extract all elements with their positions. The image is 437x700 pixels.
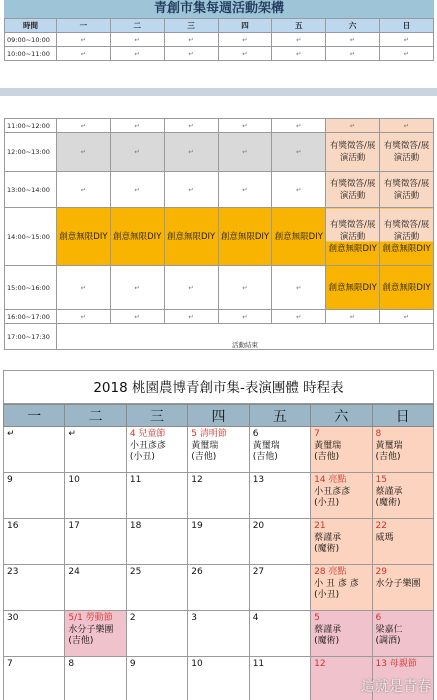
schedule-cell: ↵ [218, 47, 272, 61]
event-diy-label: 創意無限DIY [382, 282, 431, 293]
performer-label: (魔術) [375, 498, 401, 508]
schedule-cell [380, 208, 434, 266]
calendar-day [126, 611, 187, 657]
calendar-day [4, 473, 65, 519]
schedule-cell: ↵ [218, 33, 272, 47]
calendar-day [65, 427, 126, 473]
schedule-cell: ↵ [164, 266, 218, 310]
day-label: 13 [252, 475, 265, 485]
day-label: 14 亮點 [314, 475, 347, 485]
day-label: 15 [375, 475, 387, 485]
event-block [328, 282, 377, 294]
day-label: 17 [68, 521, 80, 531]
performer-label: (吉他) [375, 452, 401, 462]
event-block [113, 231, 162, 243]
schedule-cell [380, 172, 434, 208]
time-row [5, 47, 434, 61]
performer-label: (吉他) [68, 636, 94, 646]
event-block [328, 140, 377, 164]
performer-label: 小丑彥彥 [314, 486, 351, 497]
calendar-day [249, 565, 310, 611]
schedule-cell: ↵ [110, 266, 164, 310]
watermark: 這就是青春 [361, 679, 431, 695]
schedule-cell: ↵ [110, 172, 164, 208]
day-label: 8 [68, 659, 75, 669]
event-diy-label: 創意無限DIY [274, 231, 323, 242]
performer-label: (魔術) [314, 544, 340, 554]
day-label: 5 [314, 613, 320, 623]
calendar-day [311, 611, 372, 657]
day-label: 23 [7, 567, 19, 577]
day-label: 6 [375, 613, 382, 623]
calendar-day [4, 565, 65, 611]
performer-label: 蔡謹承 [375, 486, 403, 497]
calendar-day [188, 519, 249, 565]
schedule-cell: ↵ [110, 119, 164, 133]
schedule-cell: ↵ [380, 310, 434, 324]
time-cell: 12:00~13:00 [5, 133, 57, 172]
day-label: 27 [252, 567, 265, 577]
schedule-cell: ↵ [57, 33, 111, 47]
event-diy-label: 創意無限DIY [328, 243, 377, 254]
event-diy-label: 創意無限DIY [113, 231, 162, 242]
schedule-cell: ↵ [272, 119, 326, 133]
calendar-day [249, 657, 310, 700]
event-block [380, 219, 433, 255]
time-row [5, 324, 434, 350]
schedule-cell [164, 208, 218, 266]
performer-label: (調酒) [375, 636, 401, 646]
day-label: 4 兒童節 [129, 429, 166, 439]
calendar-day [372, 611, 433, 657]
day-label: 9 [129, 659, 136, 669]
schedule-cell: ↵ [110, 47, 164, 61]
calendar-day [311, 427, 372, 473]
performer-label: 威瑪 [375, 532, 394, 543]
event-block [326, 219, 379, 255]
schedule-cell: ↵ [57, 133, 111, 172]
schedule-cell [380, 266, 434, 310]
time-cell: 15:00~16:00 [5, 266, 57, 310]
time-cell: 11:00~12:00 [5, 119, 57, 133]
weekday-header: 五 [272, 19, 326, 33]
time-cell: 17:00~17:30 [5, 324, 57, 350]
time-cell: 09:00~10:00 [5, 33, 57, 47]
calendar-day [249, 427, 310, 473]
schedule-cell: ↵ [380, 47, 434, 61]
day-label: 11 [129, 475, 142, 485]
calendar-day [126, 565, 187, 611]
weekday-header: 四 [188, 405, 249, 427]
day-label: 12 [314, 659, 326, 669]
schedule-cell: ↵ [110, 33, 164, 47]
calendar-day [311, 519, 372, 565]
performer-label: (魔術) [314, 636, 340, 646]
schedule-cell: ↵ [272, 47, 326, 61]
calendar-week [4, 611, 434, 657]
weekday-header: 六 [326, 19, 380, 33]
calendar-day [65, 473, 126, 519]
performer-label: (吉他) [191, 452, 217, 462]
schedule-cell [326, 208, 380, 266]
day-label: 7 [7, 659, 13, 669]
day-label: 7 [314, 429, 320, 439]
schedule-cell: ↵ [110, 133, 164, 172]
day-label: 10 [191, 659, 203, 669]
event-qa-label: 有獎徵答/展演活動 [383, 219, 430, 242]
weekly-table-bottom [4, 118, 434, 350]
schedule-cell: ↵ [218, 266, 272, 310]
weekly-title: 青創市集每週活動架構 [4, 0, 434, 18]
weekday-header: 三 [126, 405, 187, 427]
day-label: 11 [252, 659, 265, 669]
time-cell: 10:00~11:00 [5, 47, 57, 61]
performer-label: 水分子樂團 [375, 578, 421, 589]
calendar-day [188, 427, 249, 473]
performer-label: 梁嘉仁 [375, 624, 403, 635]
day-label: 21 [314, 521, 326, 531]
calendar-day [126, 657, 187, 700]
schedule-cell: ↵ [272, 266, 326, 310]
time-row [5, 310, 434, 324]
weekday-header: 六 [311, 405, 372, 427]
calendar-day [126, 427, 187, 473]
day-label: ↵ [7, 429, 15, 439]
calendar-week [4, 427, 434, 473]
weekday-header: 二 [65, 405, 126, 427]
monthly-calendar [3, 370, 434, 700]
calendar-day [249, 473, 310, 519]
day-label: 3 [191, 613, 197, 623]
schedule-cell: ↵ [164, 310, 218, 324]
schedule-cell: ↵ [164, 47, 218, 61]
schedule-cell [326, 266, 380, 310]
event-diy-label: 創意無限DIY [382, 243, 431, 254]
weekday-header: 一 [57, 19, 111, 33]
calendar-day [372, 473, 433, 519]
weekday-header: 三 [164, 19, 218, 33]
activity-end-cell [57, 324, 434, 350]
performer-label: 蔡謹承 [314, 624, 342, 635]
day-label: 5/1 勞動節 [68, 613, 113, 623]
weekly-schedule-bottom [4, 118, 434, 350]
event-diy-label: 創意無限DIY [328, 282, 377, 293]
schedule-cell [57, 208, 111, 266]
schedule-cell: ↵ [164, 33, 218, 47]
calendar-day [126, 519, 187, 565]
schedule-cell: ↵ [57, 47, 111, 61]
calendar-day [4, 427, 65, 473]
calendar-grid [3, 404, 434, 700]
weekday-header: 二 [110, 19, 164, 33]
schedule-cell: ↵ [326, 33, 380, 47]
calendar-week [4, 565, 434, 611]
time-row [5, 133, 434, 172]
performer-label: 黃璽瑞 [314, 440, 342, 451]
performer-label: 黃璽瑞 [375, 440, 403, 451]
performer-label: 黃璽瑞 [252, 440, 280, 451]
schedule-cell [272, 208, 326, 266]
event-qa-label: 有獎徵答/展演活動 [329, 178, 376, 201]
schedule-cell [110, 208, 164, 266]
event-block [382, 178, 431, 202]
performer-label: (小丑) [314, 498, 340, 508]
schedule-cell: ↵ [110, 310, 164, 324]
day-label: 19 [191, 521, 203, 531]
event-block [59, 231, 108, 243]
schedule-cell: ↵ [57, 310, 111, 324]
schedule-cell: ↵ [326, 310, 380, 324]
time-row [5, 119, 434, 133]
day-label: 5 清明節 [191, 429, 227, 439]
schedule-cell: ↵ [164, 172, 218, 208]
day-label: 22 [375, 521, 387, 531]
calendar-day [4, 519, 65, 565]
time-row [5, 266, 434, 310]
schedule-cell [326, 133, 380, 172]
calendar-day [65, 565, 126, 611]
calendar-week [4, 519, 434, 565]
schedule-cell: ↵ [164, 133, 218, 172]
day-label: 4 [252, 613, 259, 623]
calendar-day [65, 657, 126, 700]
day-label: 26 [191, 567, 203, 577]
calendar-day [188, 657, 249, 700]
calendar-day [4, 611, 65, 657]
day-label: 24 [68, 567, 80, 577]
calendar-day [311, 473, 372, 519]
calendar-day [65, 519, 126, 565]
activity-end-label: 活動結束 [232, 341, 258, 349]
day-label: 9 [7, 475, 13, 485]
time-cell: 16:00~17:00 [5, 310, 57, 324]
calendar-day [372, 565, 433, 611]
calendar-day [249, 611, 310, 657]
day-label: 13 母親節 [375, 659, 417, 669]
page-separator [0, 88, 437, 96]
day-label: 16 [7, 521, 19, 531]
day-label: 25 [129, 567, 142, 577]
day-label: 12 [191, 475, 203, 485]
calendar-day [126, 473, 187, 519]
day-label: 2 [129, 613, 136, 623]
event-diy-label: 創意無限DIY [220, 231, 270, 242]
calendar-day [372, 519, 433, 565]
weekday-header: 日 [380, 19, 434, 33]
weekday-header: 日 [372, 405, 433, 427]
schedule-cell: ↵ [380, 33, 434, 47]
event-block [221, 231, 270, 243]
performer-label: (小丑) [129, 452, 155, 462]
schedule-cell [380, 133, 434, 172]
schedule-cell [218, 208, 272, 266]
schedule-cell: ↵ [57, 266, 111, 310]
day-label: 20 [252, 521, 265, 531]
event-qa-label: 有獎徵答/展演活動 [383, 178, 430, 201]
schedule-cell: ↵ [272, 172, 326, 208]
weekly-table-top [4, 18, 434, 61]
day-label: 8 [375, 429, 382, 439]
schedule-cell: ↵ [272, 33, 326, 47]
day-label: ↵ [68, 429, 76, 439]
calendar-title: 2018 桃園農博青創市集-表演團體 時程表 [3, 370, 434, 404]
event-block [274, 231, 323, 243]
event-qa-label: 有獎徵答/展演活動 [329, 219, 376, 242]
event-diy-label: 創意無限DIY [59, 231, 108, 242]
time-row [5, 208, 434, 266]
event-diy-label: 創意無限DIY [166, 231, 216, 242]
calendar-day [188, 565, 249, 611]
performer-label: 黃璽瑞 [191, 440, 219, 451]
calendar-day [188, 611, 249, 657]
time-cell: 14:00~15:00 [5, 208, 57, 266]
time-row [5, 33, 434, 47]
schedule-cell: ↵ [218, 133, 272, 172]
schedule-cell: ↵ [57, 172, 111, 208]
schedule-cell: ↵ [272, 133, 326, 172]
weekday-header: 四 [218, 19, 272, 33]
day-label: 28 亮點 [314, 567, 347, 577]
event-block [382, 282, 431, 294]
weekday-header: 五 [249, 405, 310, 427]
day-label: 30 [7, 613, 19, 623]
weekly-schedule-top [4, 0, 434, 61]
schedule-cell: ↵ [57, 119, 111, 133]
performer-label: (吉他) [252, 452, 278, 462]
event-block [382, 140, 431, 164]
schedule-cell: ↵ [218, 172, 272, 208]
day-label: 10 [68, 475, 80, 485]
performer-label: 水分子樂團 [68, 624, 114, 635]
schedule-cell: ↵ [218, 310, 272, 324]
schedule-cell: ↵ [326, 47, 380, 61]
event-qa-label: 有獎徵答/展演活動 [383, 141, 430, 163]
time-cell: 13:00~14:00 [5, 172, 57, 208]
calendar-week [4, 473, 434, 519]
performer-label: (吉他) [314, 452, 340, 462]
schedule-cell: ↵ [164, 119, 218, 133]
calendar-day [188, 473, 249, 519]
schedule-cell: ↵ [218, 119, 272, 133]
performer-label: 蔡謹承 [314, 532, 342, 543]
event-block [167, 231, 216, 243]
schedule-cell: ↵ [272, 310, 326, 324]
performer-label: 小 丑 彥 彥 [314, 578, 359, 589]
time-row [5, 172, 434, 208]
schedule-cell: ↵ [380, 119, 434, 133]
calendar-day [249, 519, 310, 565]
time-header: 時間 [5, 19, 57, 33]
event-qa-label: 有獎徵答/展演活動 [329, 141, 376, 163]
weekday-header: 一 [4, 405, 65, 427]
day-label: 6 [252, 429, 259, 439]
day-label: 18 [129, 521, 142, 531]
performer-label: (小丑) [314, 590, 340, 600]
calendar-day [372, 427, 433, 473]
calendar-day [65, 611, 126, 657]
performer-label: 小丑彥彥 [129, 440, 166, 451]
calendar-day [311, 565, 372, 611]
event-block [328, 178, 377, 202]
calendar-day [4, 657, 65, 700]
schedule-cell: ↵ [326, 119, 380, 133]
schedule-cell [326, 172, 380, 208]
day-label: 29 [375, 567, 387, 577]
